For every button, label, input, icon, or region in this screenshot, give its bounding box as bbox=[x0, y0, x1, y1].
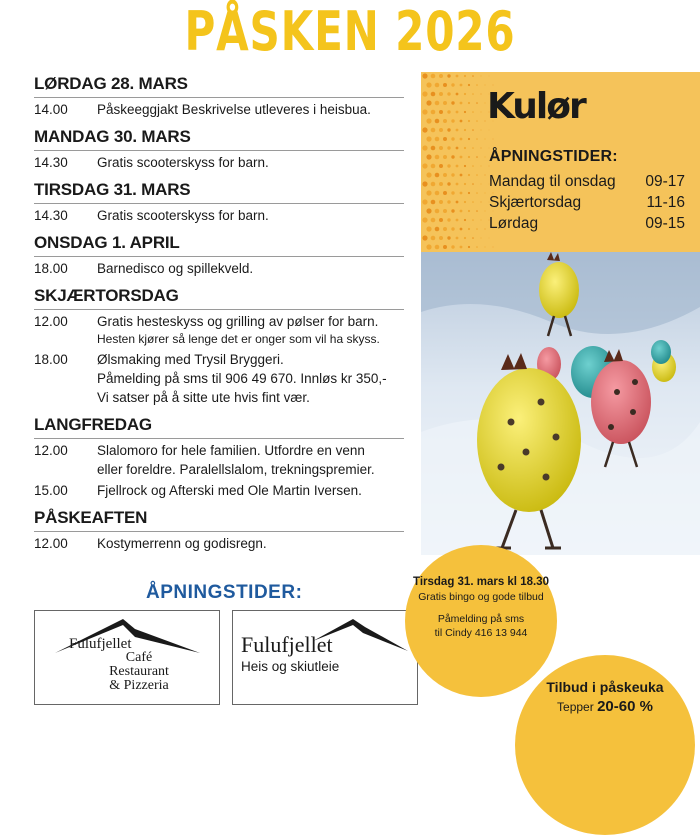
schedule-event bbox=[34, 206, 414, 225]
heis-logo-subtitle: Heis og skiutleie bbox=[241, 659, 340, 674]
day-divider bbox=[34, 97, 404, 98]
event-time: 18.00 bbox=[34, 261, 68, 276]
day-title: LANGFREDAG bbox=[34, 415, 152, 434]
kulor-hours-row bbox=[489, 171, 685, 192]
schedule-day bbox=[34, 233, 414, 278]
event-description bbox=[97, 441, 414, 479]
hours-value: 09-15 bbox=[645, 215, 685, 232]
day-title: SKJÆRTORSDAG bbox=[34, 286, 179, 305]
event-time: 14.00 bbox=[34, 102, 68, 117]
cafe-logo-line: Fulufjellet bbox=[69, 636, 132, 652]
hours-day-label: Lørdag bbox=[489, 215, 539, 232]
event-description bbox=[97, 206, 414, 225]
kulor-panel bbox=[421, 72, 700, 252]
event-line: Ølsmaking med Trysil Bryggeri. bbox=[97, 352, 284, 367]
event-time: 14.30 bbox=[34, 208, 68, 223]
schedule-day bbox=[34, 286, 414, 407]
event-line: Gratis scooterskyss for barn. bbox=[97, 155, 269, 170]
day-divider bbox=[34, 309, 404, 310]
cafe-logo-line: & Pizzeria bbox=[109, 678, 169, 693]
hours-day-label: Mandag til onsdag bbox=[489, 173, 616, 190]
bingo-bubble bbox=[405, 545, 557, 697]
event-line: Gratis hesteskyss og grilling av pølser for barn. bbox=[97, 314, 379, 329]
hours-value: 09-17 bbox=[645, 173, 685, 190]
event-time: 14.30 bbox=[34, 155, 68, 170]
schedule-day bbox=[34, 74, 414, 119]
offer-title: Tilbud i påskeuka bbox=[546, 679, 664, 695]
bingo-desc: Gratis bingo og gode tilbud bbox=[418, 591, 544, 603]
day-divider bbox=[34, 531, 404, 532]
event-description bbox=[97, 259, 414, 278]
heis-logo-card bbox=[232, 610, 418, 705]
schedule-day bbox=[34, 127, 414, 172]
cafe-logo-card bbox=[34, 610, 220, 705]
hours-value: 11-16 bbox=[646, 194, 685, 211]
day-title: LØRDAG 28. MARS bbox=[34, 74, 188, 93]
event-line: Fjellrock og Afterski med Ole Martin Iversen. bbox=[97, 483, 362, 498]
cafe-logo-line: Restaurant bbox=[109, 664, 169, 679]
schedule-event bbox=[34, 259, 414, 278]
event-time: 15.00 bbox=[34, 483, 68, 498]
event-line: Vi satser på å sitte ute hvis fint vær. bbox=[97, 390, 310, 405]
schedule-day bbox=[34, 508, 414, 553]
event-description bbox=[97, 153, 414, 172]
event-line: Påmelding på sms til 906 49 670. Innløs kr 350,- bbox=[97, 371, 387, 386]
event-schedule bbox=[34, 74, 414, 561]
kulor-hours-list bbox=[489, 171, 685, 234]
event-line: Gratis scooterskyss for barn. bbox=[97, 208, 269, 223]
event-description bbox=[97, 481, 414, 500]
day-divider bbox=[34, 203, 404, 204]
event-time: 12.00 bbox=[34, 536, 68, 551]
event-line: Kostymerrenn og godisregn. bbox=[97, 536, 267, 551]
offer-item-label: Tepper bbox=[557, 700, 594, 714]
event-time: 12.00 bbox=[34, 443, 68, 458]
event-line: Påskeeggjakt Beskrivelse utleveres i heisbua. bbox=[97, 102, 371, 117]
bingo-signup: Påmelding på sms bbox=[437, 613, 525, 625]
day-title: MANDAG 30. MARS bbox=[34, 127, 191, 146]
event-description bbox=[97, 312, 414, 348]
offer-bubble bbox=[515, 655, 695, 835]
day-title: PÅSKEAFTEN bbox=[34, 508, 148, 527]
schedule-event bbox=[34, 534, 414, 553]
kulor-hours-row bbox=[489, 192, 685, 213]
bingo-date: Tirsdag 31. mars kl 18.30 bbox=[413, 576, 549, 588]
event-note: Hesten kjører så lenge det er onger som vil ha skyss. bbox=[97, 332, 380, 346]
schedule-event bbox=[34, 441, 414, 479]
event-description bbox=[97, 100, 414, 119]
schedule-day bbox=[34, 180, 414, 225]
schedule-event bbox=[34, 100, 414, 119]
event-line: eller foreldre. Paralellslalom, trekningspremier. bbox=[97, 462, 375, 477]
day-divider bbox=[34, 256, 404, 257]
kulor-hours-title: ÅPNINGSTIDER: bbox=[489, 148, 618, 165]
page-title: PÅSKEN 2026 bbox=[184, 0, 516, 63]
day-title: ONSDAG 1. APRIL bbox=[34, 233, 180, 252]
event-description bbox=[97, 534, 414, 553]
schedule-event bbox=[34, 481, 414, 500]
event-line: Slalomoro for hele familien. Utfordre en venn bbox=[97, 443, 365, 458]
easter-chickens-photo bbox=[421, 252, 700, 555]
day-divider bbox=[34, 438, 404, 439]
event-description bbox=[97, 350, 414, 407]
event-time: 18.00 bbox=[34, 352, 68, 367]
heis-logo-name: Fulufjellet bbox=[241, 632, 333, 657]
kulor-hours-row bbox=[489, 213, 685, 234]
kulor-logo: Kulør bbox=[487, 86, 585, 127]
day-title: TIRSDAG 31. MARS bbox=[34, 180, 191, 199]
event-time: 12.00 bbox=[34, 314, 68, 329]
event-line: Barnedisco og spillekveld. bbox=[97, 261, 254, 276]
offer-item-value: 20-60 % bbox=[597, 698, 653, 715]
schedule-event bbox=[34, 153, 414, 172]
cafe-logo-line: Café bbox=[125, 650, 153, 665]
hours-day-label: Skjærtorsdag bbox=[489, 194, 582, 211]
schedule-event bbox=[34, 350, 414, 407]
bingo-contact: til Cindy 416 13 944 bbox=[434, 627, 528, 639]
opening-hours-title: ÅPNINGSTIDER: bbox=[146, 582, 303, 603]
schedule-event bbox=[34, 312, 414, 348]
schedule-day bbox=[34, 415, 414, 500]
cafe-logo-text bbox=[69, 637, 209, 693]
day-divider bbox=[34, 150, 404, 151]
